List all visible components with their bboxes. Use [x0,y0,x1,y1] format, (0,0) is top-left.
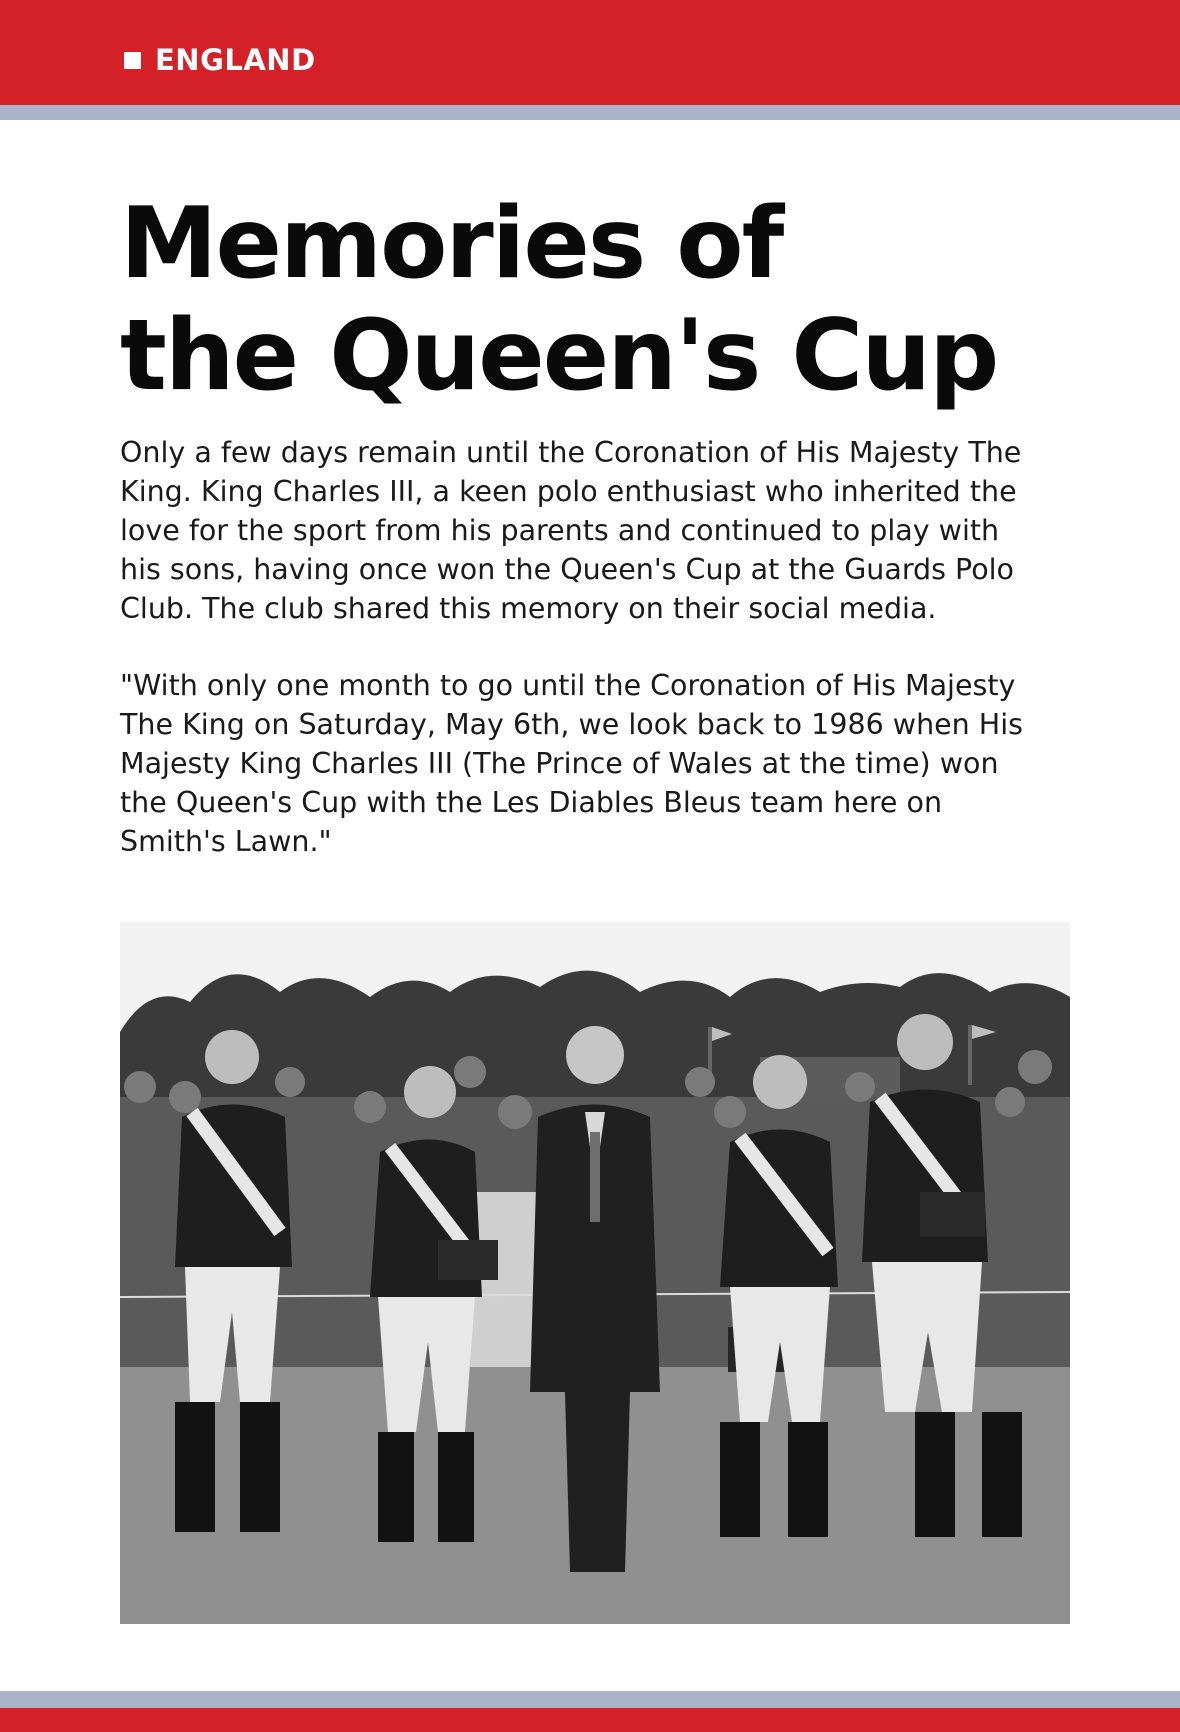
paragraph-line: Only a few days remain until the Coronation of His Majesty The [120,436,1022,469]
intro-paragraph [120,433,1100,628]
title-line: Memories of [120,187,783,301]
paragraph-line: Club. The club shared this memory on their social media. [120,592,937,625]
photo-illustration [120,922,1070,1624]
paragraph-line: "With only one month to go until the Coronation of His Majesty [120,669,1016,702]
paragraph-line: the Queen's Cup with the Les Diables Bleus team here on [120,786,943,819]
paragraph-line: Smith's Lawn." [120,825,332,858]
section-label [124,43,316,77]
section-name: ENGLAND [155,43,316,77]
header-stripe [0,105,1180,120]
title-line: the Queen's Cup [120,299,998,413]
quote-paragraph [120,666,1100,861]
paragraph-line: King. King Charles III, a keen polo enthusiast who inherited the [120,475,1017,508]
team-photo [120,922,1070,1624]
footer-stripe [0,1691,1180,1708]
paragraph-line: The King on Saturday, May 6th, we look back to 1986 when His [120,708,1023,741]
paragraph-line: his sons, having once won the Queen's Cup at the Guards Polo [120,553,1014,586]
square-bullet-icon [124,52,141,69]
paragraph-line: Majesty King Charles III (The Prince of Wales at the time) won [120,747,999,780]
paragraph-line: love for the sport from his parents and continued to play with [120,514,1000,547]
article-title [120,188,997,412]
footer-bar [0,1708,1180,1732]
